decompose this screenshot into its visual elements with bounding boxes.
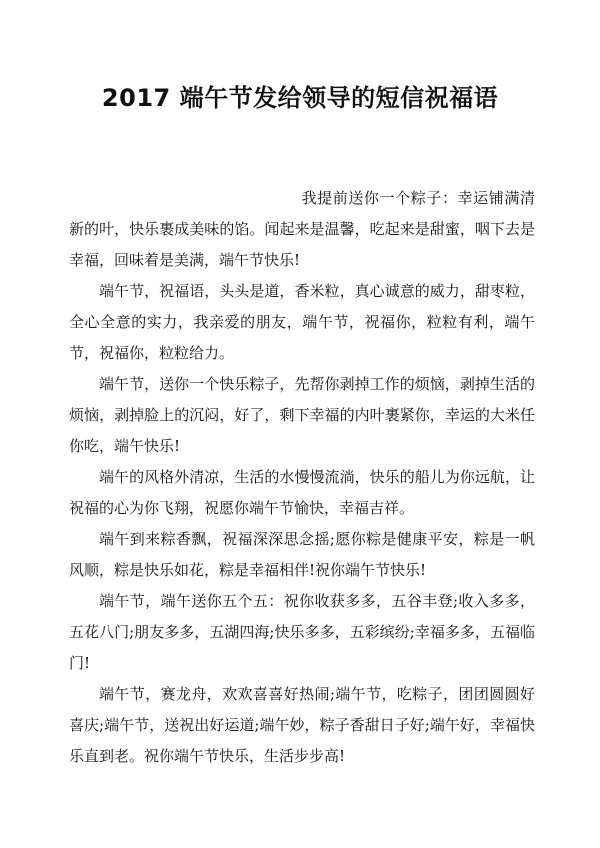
paragraph-1: 我提前送你一个粽子：幸运铺满清新的叶，快乐裹成美味的馅。闻起来是温馨，吃起来是甜蜜，咽下去是幸福，回味着是美满，端午节快乐! — [69, 189, 535, 269]
paragraph-3: 端午节，送你一个快乐粽子，先帮你剥掉工作的烦恼，剥掉生活的烦恼，剥掉脸上的沉闷，好了，剩下幸福的内叶裹紧你，幸运的大米任你吃，端午快乐! — [69, 375, 535, 455]
paragraph-5: 端午到来粽香飘，祝福深深思念摇;愿你粽是健康平安，粽是一帆风顺，粽是快乐如花，粽是幸福相伴!祝你端午节快乐! — [69, 530, 535, 579]
paragraph-4: 端午的风格外清凉，生活的水慢慢流淌，快乐的船儿为你远航，让祝福的心为你飞翔，祝愿你端午节愉快，幸福吉祥。 — [69, 468, 535, 517]
paragraph-6: 端午节，端午送你五个五：祝你收获多多，五谷丰登;收入多多，五花八门;朋友多多，五湖四海;快乐多多，五彩缤纷;幸福多多，五福临门! — [69, 592, 535, 672]
paragraph-7: 端午节，赛龙舟，欢欢喜喜好热闹;端午节，吃粽子，团团圆圆好喜庆;端午节，送祝出好运道;端午妙，粽子香甜日子好;端午好，幸福快乐直到老。祝你端午节快乐，生活步步高! — [69, 685, 535, 765]
paragraph-2: 端午节，祝福语，头头是道，香米粒，真心诚意的威力，甜枣粒，全心全意的实力，我亲爱的朋友，端午节，祝福你，粒粒有利，端午节，祝福你，粒粒给力。 — [69, 282, 535, 362]
document-body — [69, 183, 535, 772]
document-title: 2017 端午节发给领导的短信祝福语 — [101, 84, 499, 112]
